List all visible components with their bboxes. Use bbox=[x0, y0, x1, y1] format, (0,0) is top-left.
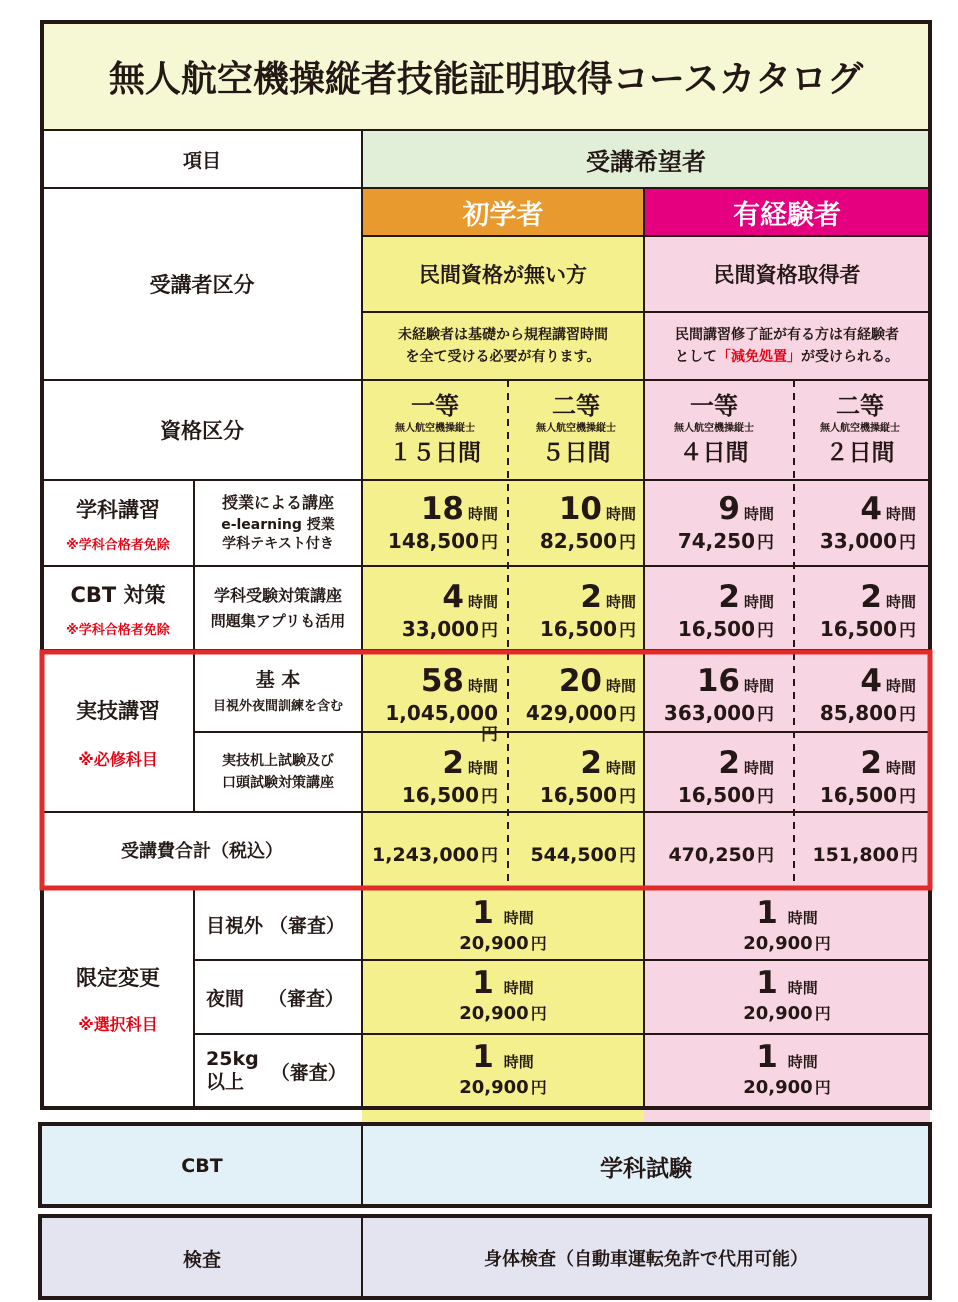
limited-item-25kg bbox=[206, 1034, 362, 1108]
price-value: 33,000 bbox=[401, 617, 479, 641]
yen-unit: 円 bbox=[899, 533, 916, 553]
hours-value: 4 bbox=[860, 491, 882, 527]
hours-value: 9 bbox=[718, 491, 740, 527]
practical-basic-experienced-2nd bbox=[798, 663, 916, 725]
yen-unit: 円 bbox=[619, 533, 636, 553]
price-value: 74,250 bbox=[677, 529, 755, 553]
cbt-exemption-note: ※学科合格者免除 bbox=[66, 622, 170, 638]
hours-value: 4 bbox=[442, 579, 464, 615]
limited-exam: （審査） bbox=[270, 1061, 347, 1084]
hours-value: 2 bbox=[580, 745, 602, 781]
practical-title: 実技講習 bbox=[76, 698, 160, 723]
qual-days: １５日間 bbox=[389, 440, 481, 466]
hours-unit: 時間 bbox=[787, 1053, 818, 1071]
cbt-label bbox=[42, 566, 194, 650]
yen-unit: 円 bbox=[901, 846, 918, 866]
hours-value: 10 bbox=[558, 491, 602, 527]
cbt-beginner-1st bbox=[368, 579, 498, 641]
experienced-note-line1: 民間講習修了証が有る方は有経験者 bbox=[675, 327, 899, 343]
limited-night-beginner bbox=[362, 965, 644, 1024]
yen-unit: 円 bbox=[481, 787, 498, 807]
hours-unit: 時間 bbox=[467, 505, 498, 523]
hours-unit: 時間 bbox=[743, 677, 774, 695]
practical-basic-desc bbox=[194, 652, 362, 732]
price-value: 16,500 bbox=[401, 783, 479, 807]
limited-optional-note: ※選択科目 bbox=[78, 1014, 158, 1034]
price-value: 16,500 bbox=[819, 617, 897, 641]
price-value: 16,500 bbox=[677, 783, 755, 807]
hours-value: 1 bbox=[472, 965, 494, 1001]
limited-desc-weight: 25kg bbox=[206, 1048, 259, 1071]
price-value: 85,800 bbox=[819, 701, 897, 725]
hours-value: 2 bbox=[580, 579, 602, 615]
yen-unit: 円 bbox=[481, 846, 498, 866]
experienced-note bbox=[644, 312, 930, 380]
yen-unit: 円 bbox=[757, 621, 774, 641]
practical-basic-beginner-2nd bbox=[512, 663, 636, 725]
qual-days: ２日間 bbox=[825, 440, 895, 466]
practical-exam-line1: 実技机上試験及び bbox=[222, 753, 334, 769]
total-label: 受講費合計（税込） bbox=[121, 841, 283, 862]
limited-title: 限定変更 bbox=[76, 965, 160, 990]
hours-unit: 時間 bbox=[503, 909, 534, 927]
total-beginner-1st bbox=[368, 846, 498, 865]
total-value: 470,250 bbox=[668, 844, 755, 866]
qual-days: ４日間 bbox=[679, 440, 749, 466]
total-value: 1,243,000 bbox=[372, 844, 479, 866]
practical-basic-experienced-1st bbox=[650, 663, 774, 725]
cbt-experienced-2nd bbox=[798, 579, 916, 641]
limited-label bbox=[42, 888, 194, 1108]
hours-value: 2 bbox=[860, 579, 882, 615]
hours-value: 2 bbox=[442, 745, 464, 781]
price-value: 16,500 bbox=[819, 783, 897, 807]
price-value: 16,500 bbox=[539, 617, 617, 641]
total-experienced-1st bbox=[650, 846, 774, 865]
cbt-exam-value: 学科試験 bbox=[600, 1155, 692, 1182]
yen-unit: 円 bbox=[899, 621, 916, 641]
yen-unit: 円 bbox=[619, 621, 636, 641]
hours-value: 1 bbox=[472, 1039, 494, 1075]
hours-unit: 時間 bbox=[467, 593, 498, 611]
beginner-note-line1: 未経験者は基礎から規程講習時間 bbox=[398, 327, 608, 343]
yen-unit: 円 bbox=[814, 1078, 831, 1097]
limited-item-night bbox=[206, 960, 362, 1034]
hours-value: 2 bbox=[718, 745, 740, 781]
practical-exam-line2: 口頭試験対策講座 bbox=[222, 775, 334, 791]
yen-unit: 円 bbox=[619, 846, 636, 866]
hours-unit: 時間 bbox=[743, 759, 774, 777]
total-beginner-2nd bbox=[512, 846, 636, 865]
practical-exam-desc bbox=[194, 732, 362, 812]
hours-unit: 時間 bbox=[605, 759, 636, 777]
academic-title: 学科講習 bbox=[76, 497, 160, 522]
price-value: 20,900 bbox=[743, 933, 813, 954]
yen-unit: 円 bbox=[530, 1004, 547, 1023]
qual-desc: 無人航空機操縦士 bbox=[395, 423, 475, 434]
hours-unit: 時間 bbox=[787, 979, 818, 997]
hours-unit: 時間 bbox=[503, 1053, 534, 1071]
hours-value: 20 bbox=[558, 663, 602, 699]
qual-experienced-2nd bbox=[790, 394, 930, 465]
qual-desc: 無人航空機操縦士 bbox=[674, 423, 754, 434]
limited-desc: 夜間 bbox=[206, 987, 245, 1010]
limited-exam: （審査） bbox=[268, 987, 345, 1010]
academic-beginner-2nd bbox=[512, 491, 636, 553]
limited-desc: 目視外 bbox=[206, 914, 264, 937]
yen-unit: 円 bbox=[814, 1004, 831, 1023]
qual-rank: 二等 bbox=[836, 392, 884, 420]
practical-basic-title: 基 本 bbox=[255, 669, 301, 691]
price-value: 20,900 bbox=[459, 1003, 529, 1024]
practical-exam-beginner-2nd bbox=[512, 745, 636, 807]
reduction-highlight: 「減免処置」 bbox=[717, 349, 801, 365]
hours-unit: 時間 bbox=[743, 593, 774, 611]
yen-unit: 円 bbox=[757, 787, 774, 807]
price-value: 363,000 bbox=[663, 701, 755, 725]
price-value: 429,000 bbox=[525, 701, 617, 725]
academic-desc bbox=[194, 480, 362, 566]
qual-rank: 二等 bbox=[552, 392, 600, 420]
hours-unit: 時間 bbox=[885, 593, 916, 611]
beginner-sub: 民間資格が無い方 bbox=[419, 263, 587, 287]
price-value: 20,900 bbox=[459, 1077, 529, 1098]
applicants-header: 受講希望者 bbox=[586, 147, 706, 176]
limited-night-experienced bbox=[644, 965, 930, 1024]
hours-value: 1 bbox=[756, 1039, 778, 1075]
hours-value: 4 bbox=[860, 663, 882, 699]
academic-desc-3: 学科テキスト付き bbox=[222, 536, 334, 552]
price-value: 20,900 bbox=[743, 1077, 813, 1098]
cbt-desc-2: 問題集アプリも活用 bbox=[210, 611, 346, 630]
hours-value: 1 bbox=[472, 895, 494, 931]
yen-unit: 円 bbox=[530, 1078, 547, 1097]
limited-item-bvlos bbox=[206, 888, 362, 960]
qual-desc: 無人航空機操縦士 bbox=[820, 423, 900, 434]
price-value: 16,500 bbox=[539, 783, 617, 807]
cbt-experienced-1st bbox=[650, 579, 774, 641]
practical-basic-beginner-1st bbox=[368, 663, 498, 745]
practical-exam-experienced-2nd bbox=[798, 745, 916, 807]
hours-unit: 時間 bbox=[885, 505, 916, 523]
yen-unit: 円 bbox=[757, 533, 774, 553]
hours-unit: 時間 bbox=[503, 979, 534, 997]
qual-desc: 無人航空機操縦士 bbox=[536, 423, 616, 434]
academic-exemption-note: ※学科合格者免除 bbox=[66, 537, 170, 553]
practical-exam-beginner-1st bbox=[368, 745, 498, 807]
academic-label bbox=[42, 480, 194, 566]
price-value: 16,500 bbox=[677, 617, 755, 641]
cbt-exam-label: CBT bbox=[181, 1155, 223, 1177]
yen-unit: 円 bbox=[530, 934, 547, 953]
note-suffix: が受けられる。 bbox=[801, 349, 899, 365]
academic-desc-1: 授業による講座 bbox=[221, 493, 334, 512]
limited-25kg-experienced bbox=[644, 1039, 930, 1098]
qual-beginner-1st bbox=[365, 394, 505, 465]
hours-unit: 時間 bbox=[743, 505, 774, 523]
yen-unit: 円 bbox=[757, 705, 774, 725]
hours-value: 2 bbox=[718, 579, 740, 615]
note-prefix: として bbox=[675, 349, 717, 365]
hours-unit: 時間 bbox=[467, 759, 498, 777]
academic-desc-2: e-learning 授業 bbox=[221, 517, 335, 533]
yen-unit: 円 bbox=[481, 621, 498, 641]
beginner-header: 初学者 bbox=[462, 199, 544, 231]
practical-exam-experienced-1st bbox=[650, 745, 774, 807]
hours-unit: 時間 bbox=[605, 505, 636, 523]
yen-unit: 円 bbox=[619, 787, 636, 807]
qual-rank: 一等 bbox=[690, 392, 738, 420]
practical-required-note: ※必修科目 bbox=[78, 749, 158, 769]
limited-desc-over: 以上 bbox=[206, 1071, 245, 1093]
hours-unit: 時間 bbox=[787, 909, 818, 927]
yen-unit: 円 bbox=[814, 934, 831, 953]
qual-rank: 一等 bbox=[411, 392, 459, 420]
yen-unit: 円 bbox=[757, 846, 774, 866]
limited-desc-25kg bbox=[206, 1048, 259, 1094]
yen-unit: 円 bbox=[899, 705, 916, 725]
hours-unit: 時間 bbox=[605, 593, 636, 611]
cbt-title: CBT 対策 bbox=[70, 582, 166, 607]
beginner-note bbox=[362, 312, 644, 380]
qual-beginner-2nd bbox=[506, 394, 646, 465]
price-value: 82,500 bbox=[539, 529, 617, 553]
hours-value: 1 bbox=[756, 895, 778, 931]
hours-value: 1 bbox=[756, 965, 778, 1001]
academic-experienced-2nd bbox=[798, 491, 916, 553]
qual-days: ５日間 bbox=[541, 440, 611, 466]
hours-value: 58 bbox=[420, 663, 464, 699]
yen-unit: 円 bbox=[481, 725, 498, 745]
hours-value: 16 bbox=[696, 663, 740, 699]
limited-exam: （審査） bbox=[269, 914, 346, 937]
yen-unit: 円 bbox=[619, 705, 636, 725]
yen-unit: 円 bbox=[899, 787, 916, 807]
price-value: 20,900 bbox=[743, 1003, 813, 1024]
hours-value: 18 bbox=[420, 491, 464, 527]
page-title: 無人航空機操縦者技能証明取得コースカタログ bbox=[108, 58, 864, 100]
hours-unit: 時間 bbox=[467, 677, 498, 695]
cbt-beginner-2nd bbox=[512, 579, 636, 641]
academic-beginner-1st bbox=[368, 491, 498, 553]
beginner-note-line2: を全て受ける必要が有ります。 bbox=[405, 349, 601, 365]
price-value: 1,045,000 bbox=[385, 701, 498, 725]
cbt-desc-1: 学科受験対策講座 bbox=[213, 585, 342, 605]
experienced-header: 有経験者 bbox=[733, 199, 841, 231]
cbt-desc bbox=[194, 566, 362, 650]
total-value: 544,500 bbox=[530, 844, 617, 866]
qual-experienced-1st bbox=[644, 394, 784, 465]
experienced-sub: 民間資格取得者 bbox=[713, 263, 861, 287]
limited-bvlos-beginner bbox=[362, 895, 644, 954]
hours-unit: 時間 bbox=[605, 677, 636, 695]
hours-unit: 時間 bbox=[885, 759, 916, 777]
limited-bvlos-experienced bbox=[644, 895, 930, 954]
category-label: 受講者区分 bbox=[149, 273, 255, 297]
total-experienced-2nd bbox=[798, 846, 918, 865]
price-value: 33,000 bbox=[819, 529, 897, 553]
academic-experienced-1st bbox=[650, 491, 774, 553]
item-header: 項目 bbox=[182, 149, 221, 172]
yen-unit: 円 bbox=[481, 533, 498, 553]
qualification-label: 資格区分 bbox=[160, 419, 244, 443]
experienced-note-line2 bbox=[675, 346, 899, 368]
price-value: 20,900 bbox=[459, 933, 529, 954]
hours-value: 2 bbox=[860, 745, 882, 781]
limited-25kg-beginner bbox=[362, 1039, 644, 1098]
inspection-value: 身体検査（自動車運転免許で代用可能） bbox=[484, 1249, 808, 1270]
practical-label bbox=[42, 652, 194, 812]
total-value: 151,800 bbox=[812, 844, 899, 866]
price-value: 148,500 bbox=[387, 529, 479, 553]
inspection-label: 検査 bbox=[182, 1248, 221, 1271]
hours-unit: 時間 bbox=[885, 677, 916, 695]
practical-basic-sub: 目視外夜間訓練を含む bbox=[212, 699, 343, 714]
